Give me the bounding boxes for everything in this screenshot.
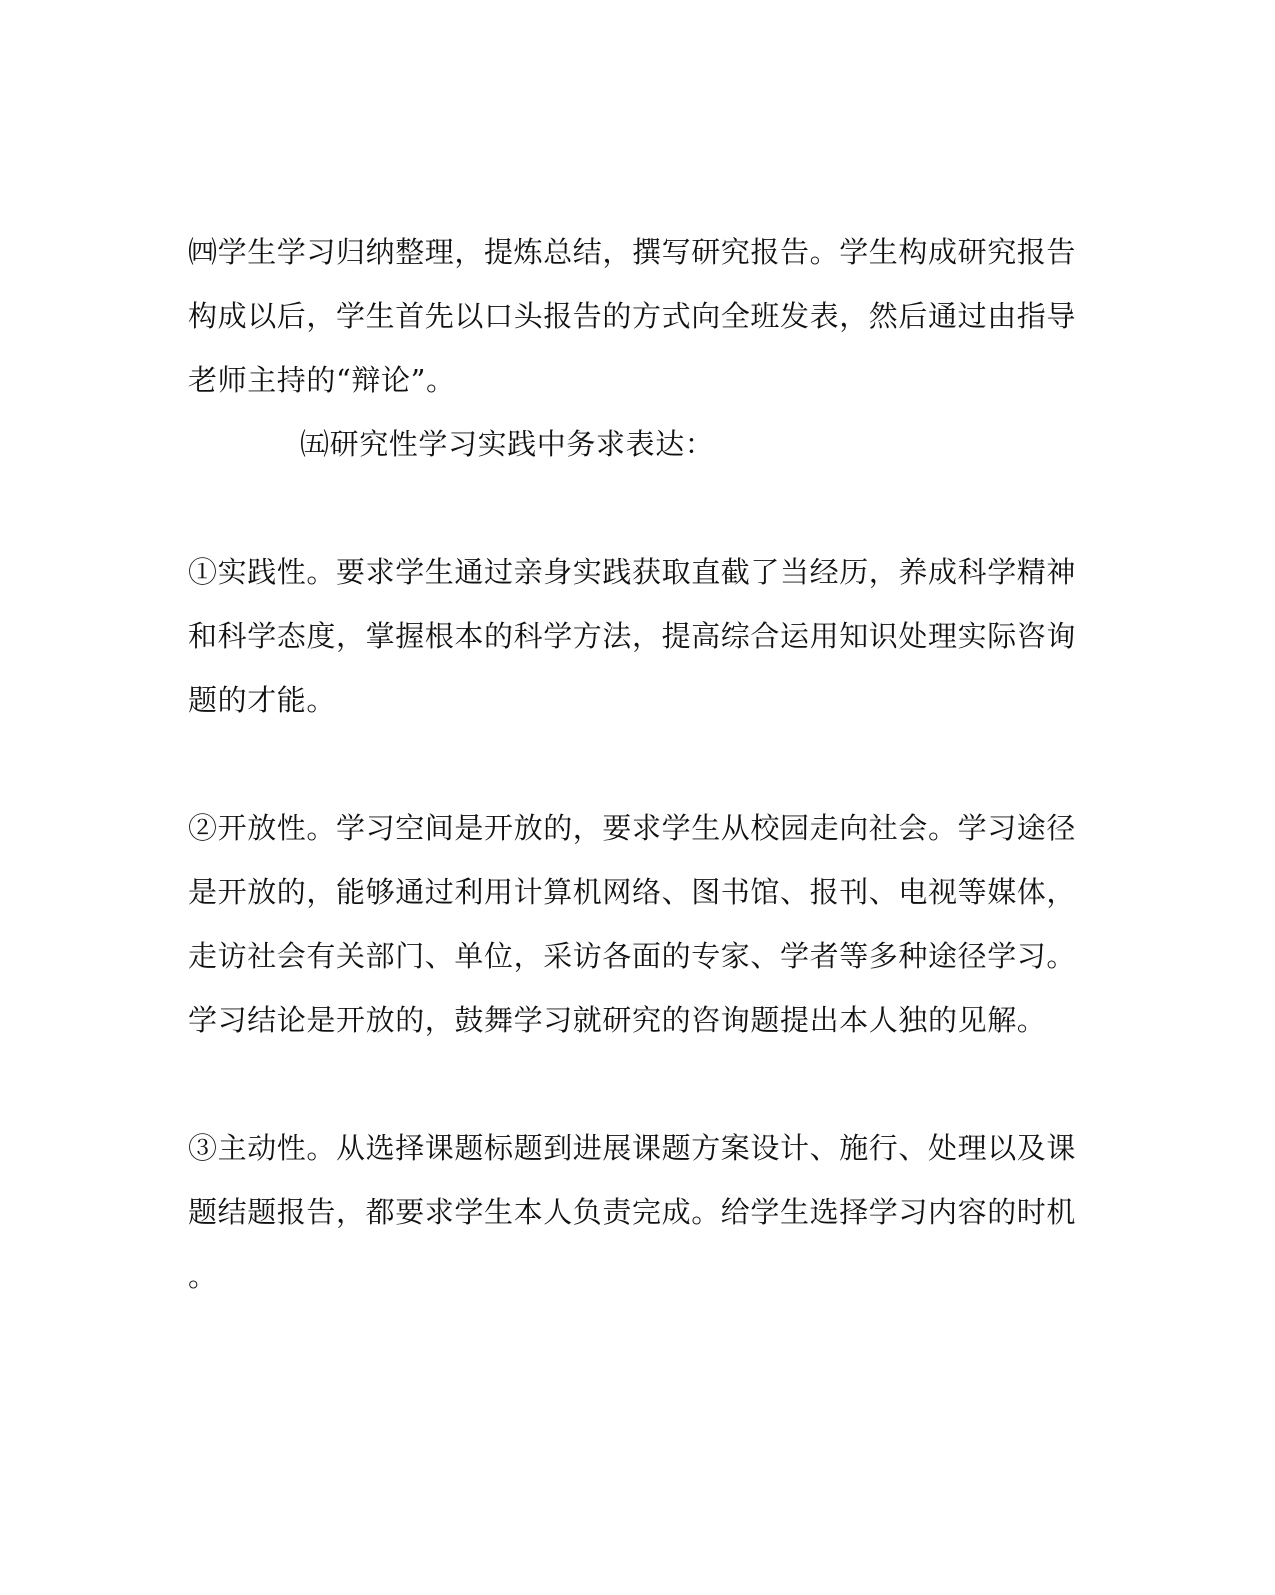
- item-3-line-3: 。: [188, 1259, 218, 1293]
- item-2-line-2: 是开放的，能够通过利用计算机网络、图书馆、报刊、电视等媒体，: [188, 875, 1077, 909]
- section-5-heading: ㈤研究性学习实践中务求表达：: [300, 427, 715, 461]
- item-1-line-3: 题的才能。: [188, 683, 337, 717]
- item-1-line-2: 和科学态度，掌握根本的科学方法，提高综合运用知识处理实际咨询: [188, 619, 1077, 653]
- item-3-line-2: 题结题报告，都要求学生本人负责完成。给学生选择学习内容的时机: [188, 1195, 1077, 1229]
- paragraph-4-line-3: 老师主持的“辩论”。: [188, 363, 456, 397]
- item-2-line-1: ②开放性。学习空间是开放的，要求学生从校园走向社会。学习途径: [188, 811, 1077, 845]
- item-2-line-4: 学习结论是开放的，鼓舞学习就研究的咨询题提出本人独的见解。: [188, 1003, 1047, 1037]
- paragraph-4-line-2: 构成以后，学生首先以口头报告的方式向全班发表，然后通过由指导: [188, 299, 1077, 333]
- paragraph-4-line-1: ㈣学生学习归纳整理，提炼总结，撰写研究报告。学生构成研究报告: [188, 235, 1077, 269]
- item-3-line-1: ③主动性。从选择课题标题到进展课题方案设计、施行、处理以及课: [188, 1131, 1077, 1165]
- item-2-line-3: 走访社会有关部门、单位，采访各面的专家、学者等多种途径学习。: [188, 939, 1077, 973]
- item-1-line-1: ①实践性。要求学生通过亲身实践获取直截了当经历，养成科学精神: [188, 555, 1077, 589]
